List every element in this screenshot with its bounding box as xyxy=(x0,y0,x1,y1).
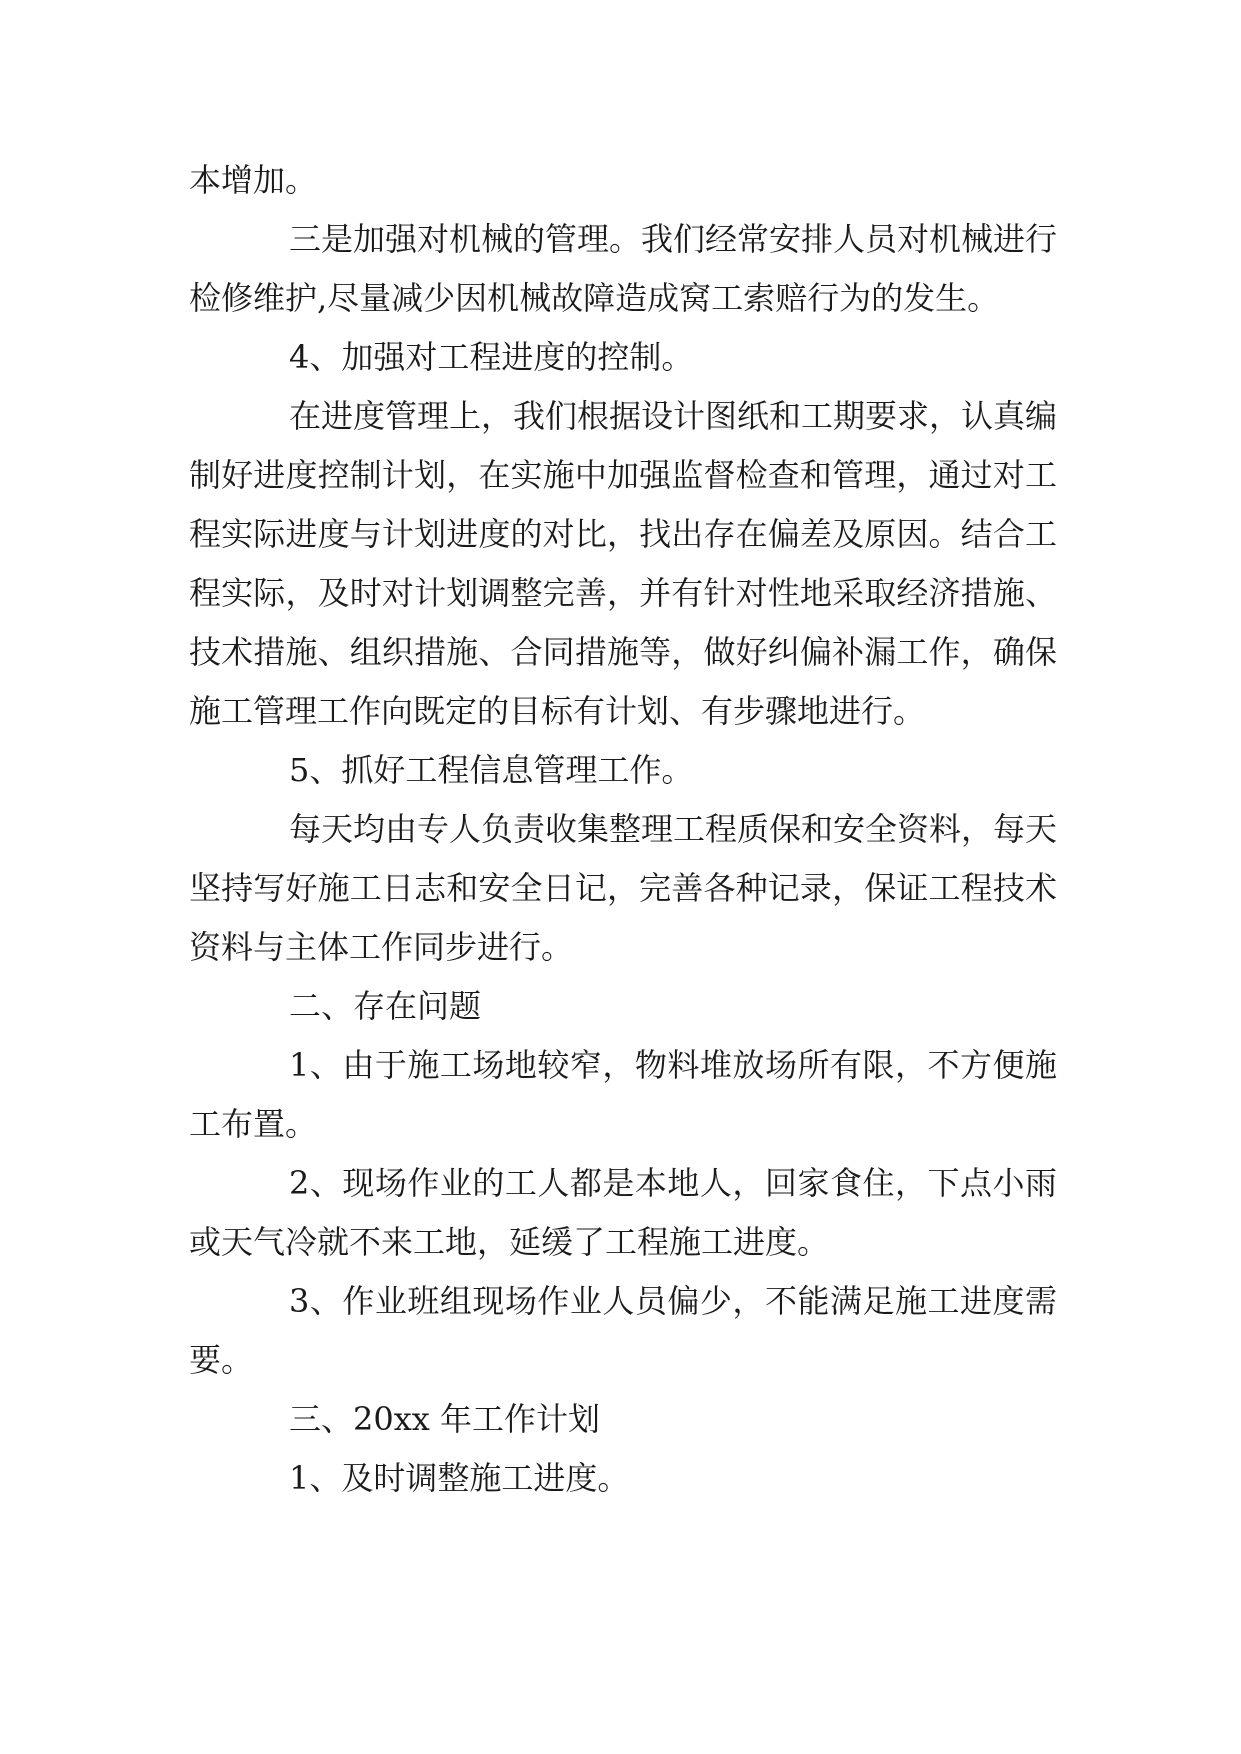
list-item: 1、及时调整施工进度。 xyxy=(289,1459,630,1497)
list-item: 3、作业班组现场作业人员偏少，不能满足施工进度需要。 xyxy=(189,1282,1057,1379)
section-heading: 5、抓好工程信息管理工作。 xyxy=(289,751,694,789)
paragraph: 三是加强对机械的管理。我们经常安排人员对机械进行检修维护,尽量减少因机械故障造成窝工索赔行为的发生。 xyxy=(189,220,1058,317)
paragraph: 本增加。 xyxy=(189,161,318,199)
document-body xyxy=(189,151,1057,1508)
list-item: 2、现场作业的工人都是本地人，回家食住，下点小雨或天气冷就不来工地，延缓了工程施工进度。 xyxy=(189,1164,1057,1261)
paragraph: 每天均由专人负责收集整理工程质保和安全资料，每天坚持写好施工日志和安全日记，完善各种记录，保证工程技术资料与主体工作同步进行。 xyxy=(189,810,1058,966)
paragraph: 在进度管理上，我们根据设计图纸和工期要求，认真编制好进度控制计划，在实施中加强监督检查和管理，通过对工程实际进度与计划进度的对比，找出存在偏差及原因。结合工程实际，及时对计划调整完善，并有针对性地采取经济措施、技术措施、组织措施、合同措施等，做好纠偏补漏工作，确保施工管理工作向既定的目标有计划、有步骤地进行。 xyxy=(189,397,1058,730)
section-heading: 二、存在问题 xyxy=(289,987,482,1025)
list-item: 1、由于施工场地较窄，物料堆放场所有限，不方便施工布置。 xyxy=(189,1046,1057,1143)
section-heading: 三、20xx 年工作计划 xyxy=(289,1400,600,1438)
section-heading: 4、加强对工程进度的控制。 xyxy=(289,338,694,376)
